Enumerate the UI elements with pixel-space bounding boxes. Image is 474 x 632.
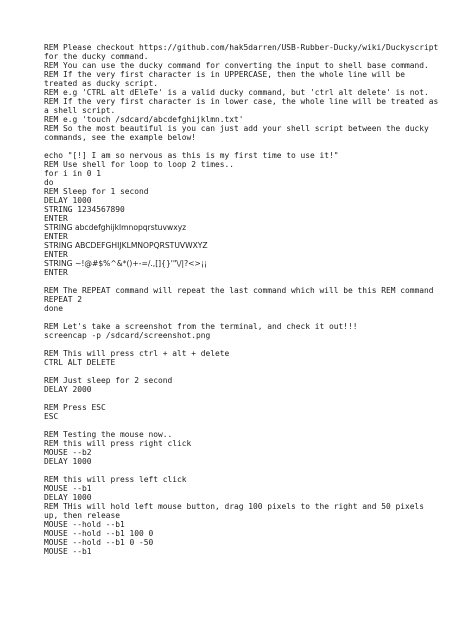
script-line: STRING ABCDEFGHIJKLMNOPQRSTUVWXYZ [44,241,208,250]
script-line: up, then release [44,511,121,520]
script-line: ENTER [44,268,68,277]
script-text-body [44,43,468,556]
script-line: commands, see the example below! [44,133,197,142]
script-line: treated as ducky script. [44,79,159,88]
blank-line [44,394,468,403]
blank-line [44,313,468,322]
script-line: REM e.g 'CTRL alt dEleTe' is a valid ducky command, but 'ctrl alt delete' is not. [44,88,429,97]
script-line: a shell script. [44,106,116,115]
script-line: REM Please checkout https://github.com/hak5darren/USB-Rubber-Ducky/wiki/Duckyscript [44,43,439,52]
script-line: STRING 1234567890 [44,205,125,214]
script-line: DELAY 1000 [44,457,92,466]
blank-line [44,367,468,376]
script-line: MOUSE --hold --b1 0 -50 [44,538,154,547]
script-line: REM So the most beautiful is you can just add your shell script between the ducky [44,124,429,133]
script-line: REM e.g 'touch /sdcard/abcdefghijklmn.txt' [44,115,244,124]
script-line: echo "[!] I am so nervous as this is my first time to use it!" [44,151,339,160]
script-line: REM You can use the ducky command for converting the input to shell base command. [44,61,429,70]
script-line: DELAY 1000 [44,196,92,205]
script-line: REM This will press ctrl + alt + delete [44,349,230,358]
script-line: MOUSE --hold --b1 [44,520,125,529]
script-line: DELAY 1000 [44,493,92,502]
script-line: done [44,304,64,313]
script-line: MOUSE --b1 [44,484,92,493]
script-line: STRING ~!@#$%^&*()+-=/.,[]{}'"\/|?<>¡¡ [44,259,207,268]
script-line: MOUSE --b2 [44,448,92,457]
script-line: REM Sleep for 1 second [44,187,149,196]
blank-line [44,340,468,349]
script-line: ENTER [44,214,68,223]
script-line: REM If the very first character is in lower case, the whole line will be treated as [44,97,439,106]
blank-line [44,142,468,151]
script-line: REM The REPEAT command will repeat the last command which will be this REM command [44,286,434,295]
blank-line [44,466,468,475]
script-line: do [44,178,54,187]
script-line: REM this will press left click [44,475,187,484]
script-line: REM Press ESC [44,403,106,412]
script-line: REM Just sleep for 2 second [44,376,173,385]
script-line: REM THis will hold left mouse button, drag 100 pixels to the right and 50 pixels [44,502,425,511]
script-line: REM Testing the mouse now.. [44,430,173,439]
script-line: REM If the very first character is in UPPERCASE, then the whole line will be [44,70,406,79]
script-line: CTRL ALT DELETE [44,358,116,367]
script-line: for the ducky command. [44,52,149,61]
blank-line [44,277,468,286]
script-line: MOUSE --hold --b1 100 0 [44,529,154,538]
script-line: DELAY 2000 [44,385,92,394]
script-line: ESC [44,412,59,421]
blank-line [44,421,468,430]
script-line: for i in 0 1 [44,169,102,178]
script-line: REM this will press right click [44,439,192,448]
script-line: STRING abcdefghijklmnopqrstuvwxyz [44,223,187,232]
script-line: MOUSE --b1 [44,547,92,556]
script-line: REPEAT 2 [44,295,83,304]
script-line: ENTER [44,232,68,241]
script-line: ENTER [44,250,68,259]
script-line: screencap -p /sdcard/screenshot.png [44,331,211,340]
script-line: REM Use shell for loop to loop 2 times.. [44,160,235,169]
script-line: REM Let's take a screenshot from the terminal, and check it out!!! [44,322,358,331]
